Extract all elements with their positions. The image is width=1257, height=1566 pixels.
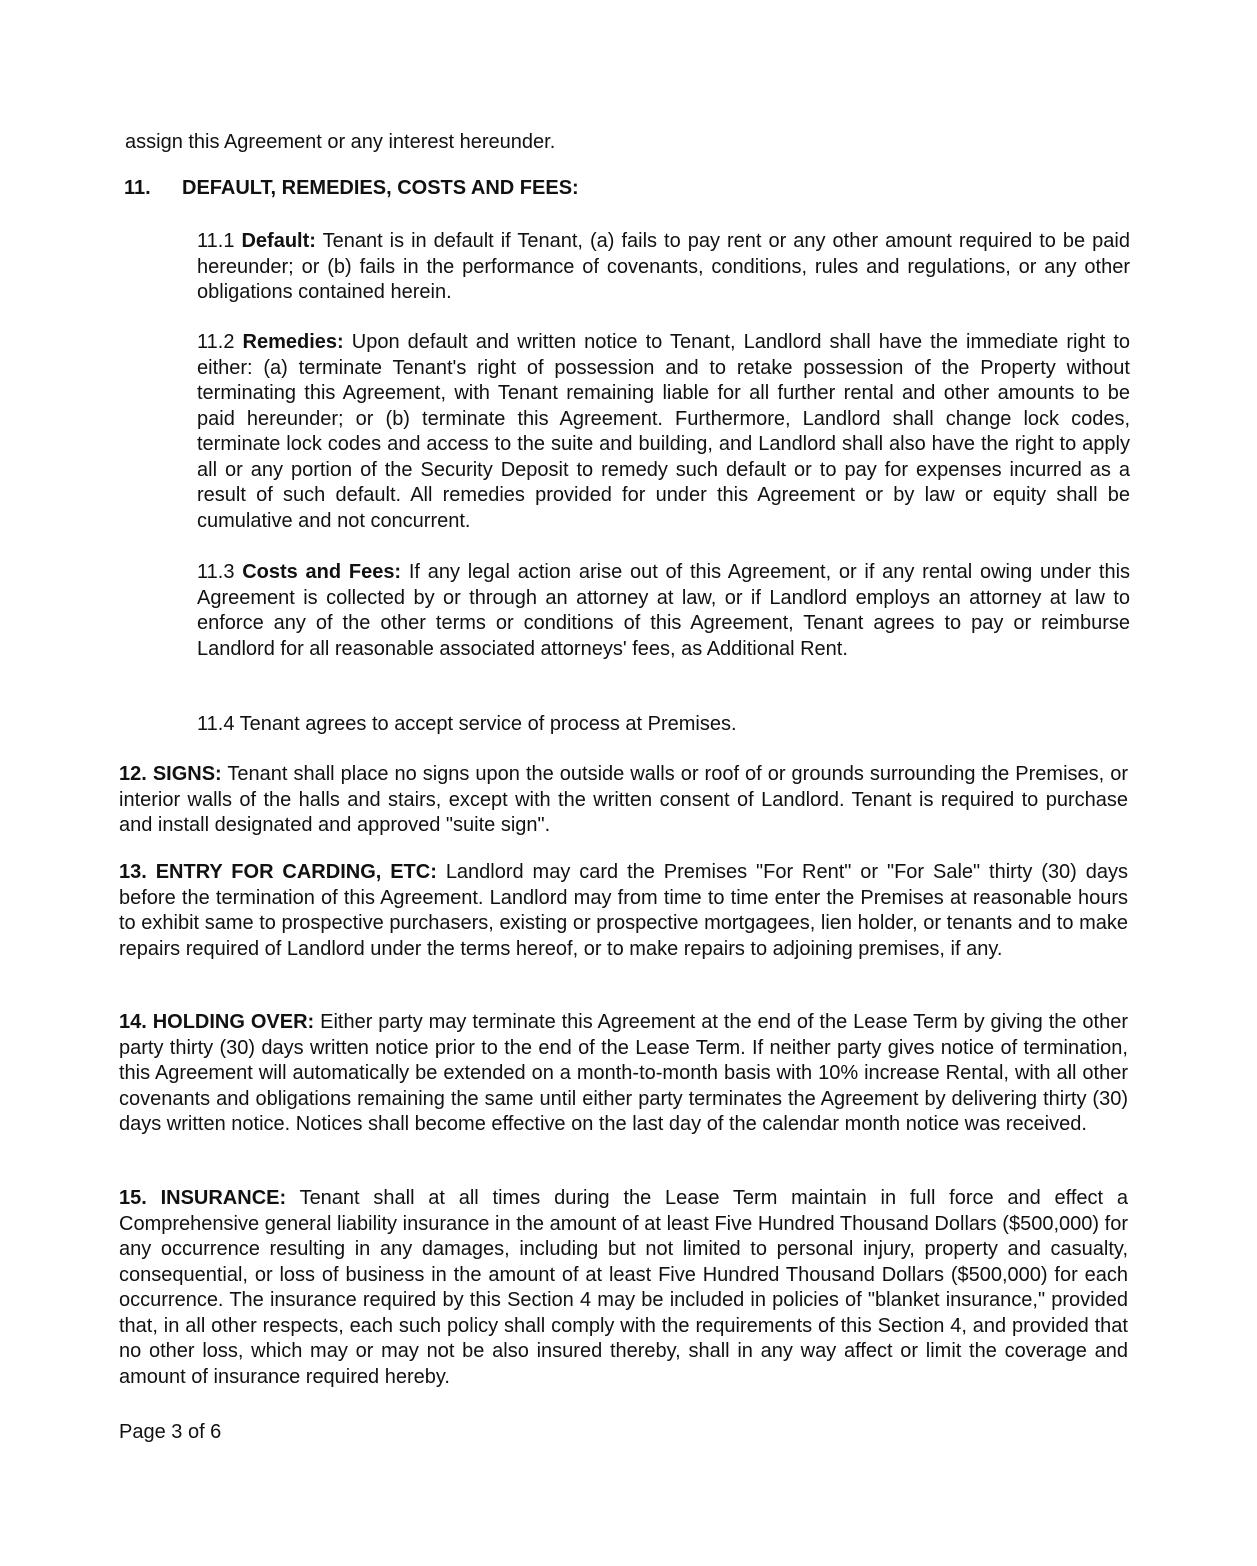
section-15-paragraph: [119, 1186, 1128, 1390]
section-12-text: Tenant shall place no signs upon the outside walls or roof of or grounds surrounding the Premises, or interior walls of the halls and stairs, except with the written consent of Landlord. Tenant is required to purchase and install designated and approved "suite sign".: [119, 763, 1129, 836]
section-11-3-paragraph: [197, 560, 1130, 662]
section-15-label: 15. INSURANCE:: [119, 1187, 287, 1209]
section-11-2-text: Upon default and written notice to Tenant, Landlord shall have the immediate right to either: (a) terminate Tenant's right of possession and to retake possession of the Property without terminating this Agreement, with Tenant remaining liable for all further rental and other amounts to be paid hereunder; or (b) terminate this Agreement. Furthermore, Landlord shall change lock codes, terminate lock codes and access to the suite and building, and Landlord shall also have the right to apply all or any portion of the Security Deposit to remedy such default or to pay for expenses incurred as a result of such default. All remedies provided for under this Agreement or by law or equity shall be cumulative and not concurrent.: [197, 331, 1131, 532]
section-14-paragraph: [119, 1010, 1128, 1138]
section-12-label: 12. SIGNS:: [119, 763, 222, 785]
section-12-paragraph: [119, 762, 1128, 839]
section-11-4-paragraph: 11.4 Tenant agrees to accept service of process at Premises.: [197, 713, 737, 735]
section-13-label: 13. ENTRY FOR CARDING, ETC:: [119, 861, 437, 883]
section-11-1-number: 11.1: [197, 230, 235, 252]
section-14-label: 14. HOLDING OVER:: [119, 1011, 315, 1033]
section-11-2-label: Remedies:: [242, 331, 344, 353]
section-13-text: Landlord may card the Premises "For Rent" or "For Sale" thirty (30) days before the termination of this Agreement. Landlord may from time to time enter the Premises at reasonable hours to exhibit same to prospective purchasers, existing or prospective mortgagees, lien holder, or tenants and to make repairs required of Landlord under the terms hereof, or to make repairs to adjoining premises, if any.: [119, 861, 1128, 960]
section-11-heading: [124, 176, 579, 202]
section-11-3-number: 11.3: [197, 561, 235, 583]
section-11-number: 11.: [124, 177, 151, 199]
section-11-1-text: Tenant is in default if Tenant, (a) fails to pay rent or any other amount required to be paid hereunder; or (b) fails in the performance of covenants, conditions, rules and regulations, or any other obligations contained herein.: [197, 230, 1130, 303]
section-11-2-paragraph: [197, 330, 1130, 534]
section-11-1-label: Default:: [241, 230, 316, 252]
section-11-3-label: Costs and Fees:: [242, 561, 402, 583]
intro-paragraph: assign this Agreement or any interest hereunder.: [125, 131, 556, 153]
section-11-title: DEFAULT, REMEDIES, COSTS AND FEES:: [182, 177, 579, 199]
section-15-text: Tenant shall at all times during the Lease Term maintain in full force and effect a Comprehensive general liability insurance in the amount of at least Five Hundred Thousand Dollars ($500,000) for any occurrence resulting in any damages, including but not limited to personal injury, property and casualty, consequential, or loss of business in the amount of at least Five Hundred Thousand Dollars ($500,000) for each occurrence. The insurance required by this Section 4 may be included in policies of "blanket insurance," provided that, in all other respects, each such policy shall comply with the requirements of this Section 4, and provided that no other loss, which may or may not be also insured thereby, shall in any way affect or limit the coverage and amount of insurance required hereby.: [119, 1187, 1129, 1388]
section-11-3-text: If any legal action arise out of this Agreement, or if any rental owing under this Agreement is collected by or through an attorney at law, or if Landlord employs an attorney at law to enforce any of the other terms or conditions of this Agreement, Tenant agrees to pay or reimburse Landlord for all reasonable associated attorneys' fees, as Additional Rent.: [197, 561, 1131, 660]
section-11-1-paragraph: [197, 229, 1130, 306]
page-number-footer: Page 3 of 6: [119, 1421, 222, 1443]
section-13-paragraph: [119, 860, 1128, 962]
section-14-text: Either party may terminate this Agreement at the end of the Lease Term by giving the other party thirty (30) days written notice prior to the end of the Lease Term. If neither party gives notice of termination, this Agreement will automatically be extended on a month-to-month basis with 10% increase Rental, with all other covenants and obligations remaining the same until either party terminates the Agreement by delivering thirty (30) days written notice. Notices shall become effective on the last day of the calendar month notice was received.: [119, 1011, 1129, 1135]
section-11-2-number: 11.2: [197, 331, 235, 353]
